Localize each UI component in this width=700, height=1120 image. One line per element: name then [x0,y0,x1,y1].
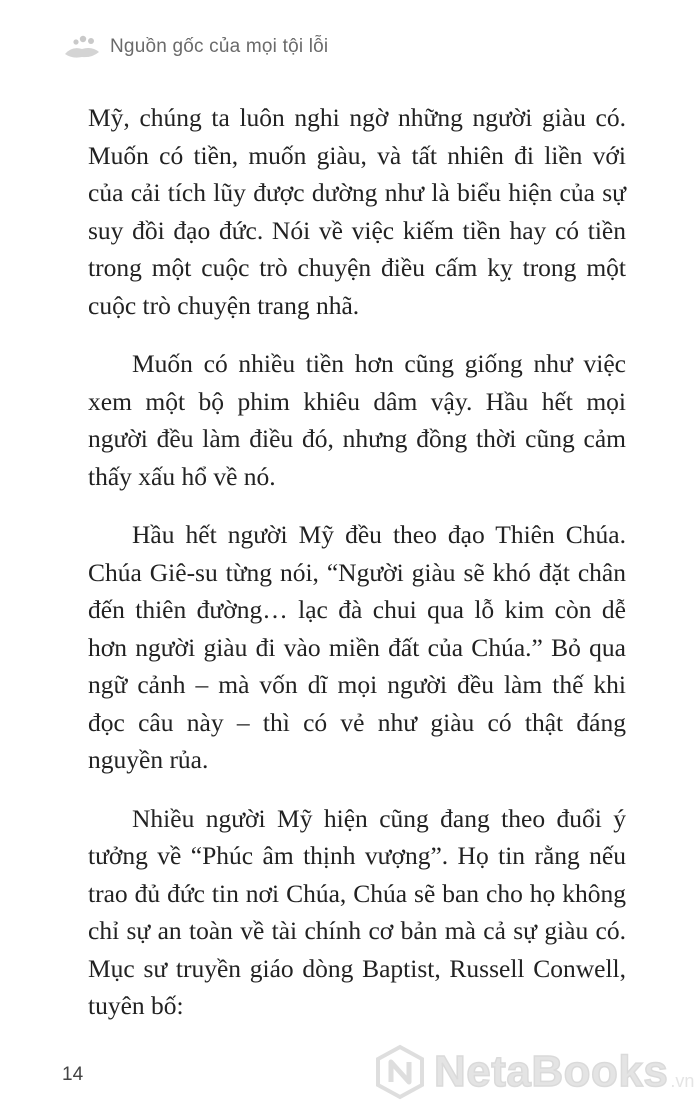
paragraph-2: Muốn có nhiều tiền hơn cũng giống như việc xem một bộ phim khiêu dâm vậy. Hầu hết mọi người đều làm điều đó, nhưng đồng thời cũng cảm thấy xấu hổ về nó. [88,349,626,491]
watermark-suffix: .vn [670,1070,695,1091]
running-header [62,30,328,64]
netabooks-logo-icon [372,1044,428,1100]
paragraph-1: Mỹ, chúng ta luôn nghi ngờ những người giàu có. Muốn có tiền, muốn giàu, và tất nhiên đi liền với của cải tích lũy được dường như là biểu hiện của sự suy đồi đạo đức. Nói về việc kiếm tiền hay có tiền trong một cuộc trò chuyện điều cấm kỵ trong một cuộc trò chuyện trang nhã. [88,103,626,320]
paragraph-4: Nhiều người Mỹ hiện cũng đang theo đuổi ý tưởng về “Phúc âm thịnh vượng”. Họ tin rằng nếu trao đủ đức tin nơi Chúa, Chúa sẽ ban cho họ không chỉ sự an toàn về tài chính cơ bản mà cả sự giàu có. Mục sư truyền giáo dòng Baptist, Russell Conwell, tuyên bố: [88,803,626,1020]
chapter-title: Nguồn gốc của mọi tội lỗi [110,36,329,57]
publisher-watermark [372,1044,694,1100]
page-body [88,99,626,1046]
page-number: 14 [62,1064,84,1085]
paragraph-3: Hầu hết người Mỹ đều theo đạo Thiên Chúa. Chúa Giê-su từng nói, “Người giàu sẽ khó đặt chân đến thiên đường… lạc đà chui qua lỗ kim còn dễ hơn người giàu đi vào miền đất của Chúa.” Bỏ qua ngữ cảnh – mà vốn dĩ mọi người đều làm thế khi đọc câu này – thì có vẻ như giàu có thật đáng nguyền rủa. [88,520,626,774]
chevrons-hands-icon [62,33,102,61]
watermark-text: NetaBooks [434,1047,669,1096]
